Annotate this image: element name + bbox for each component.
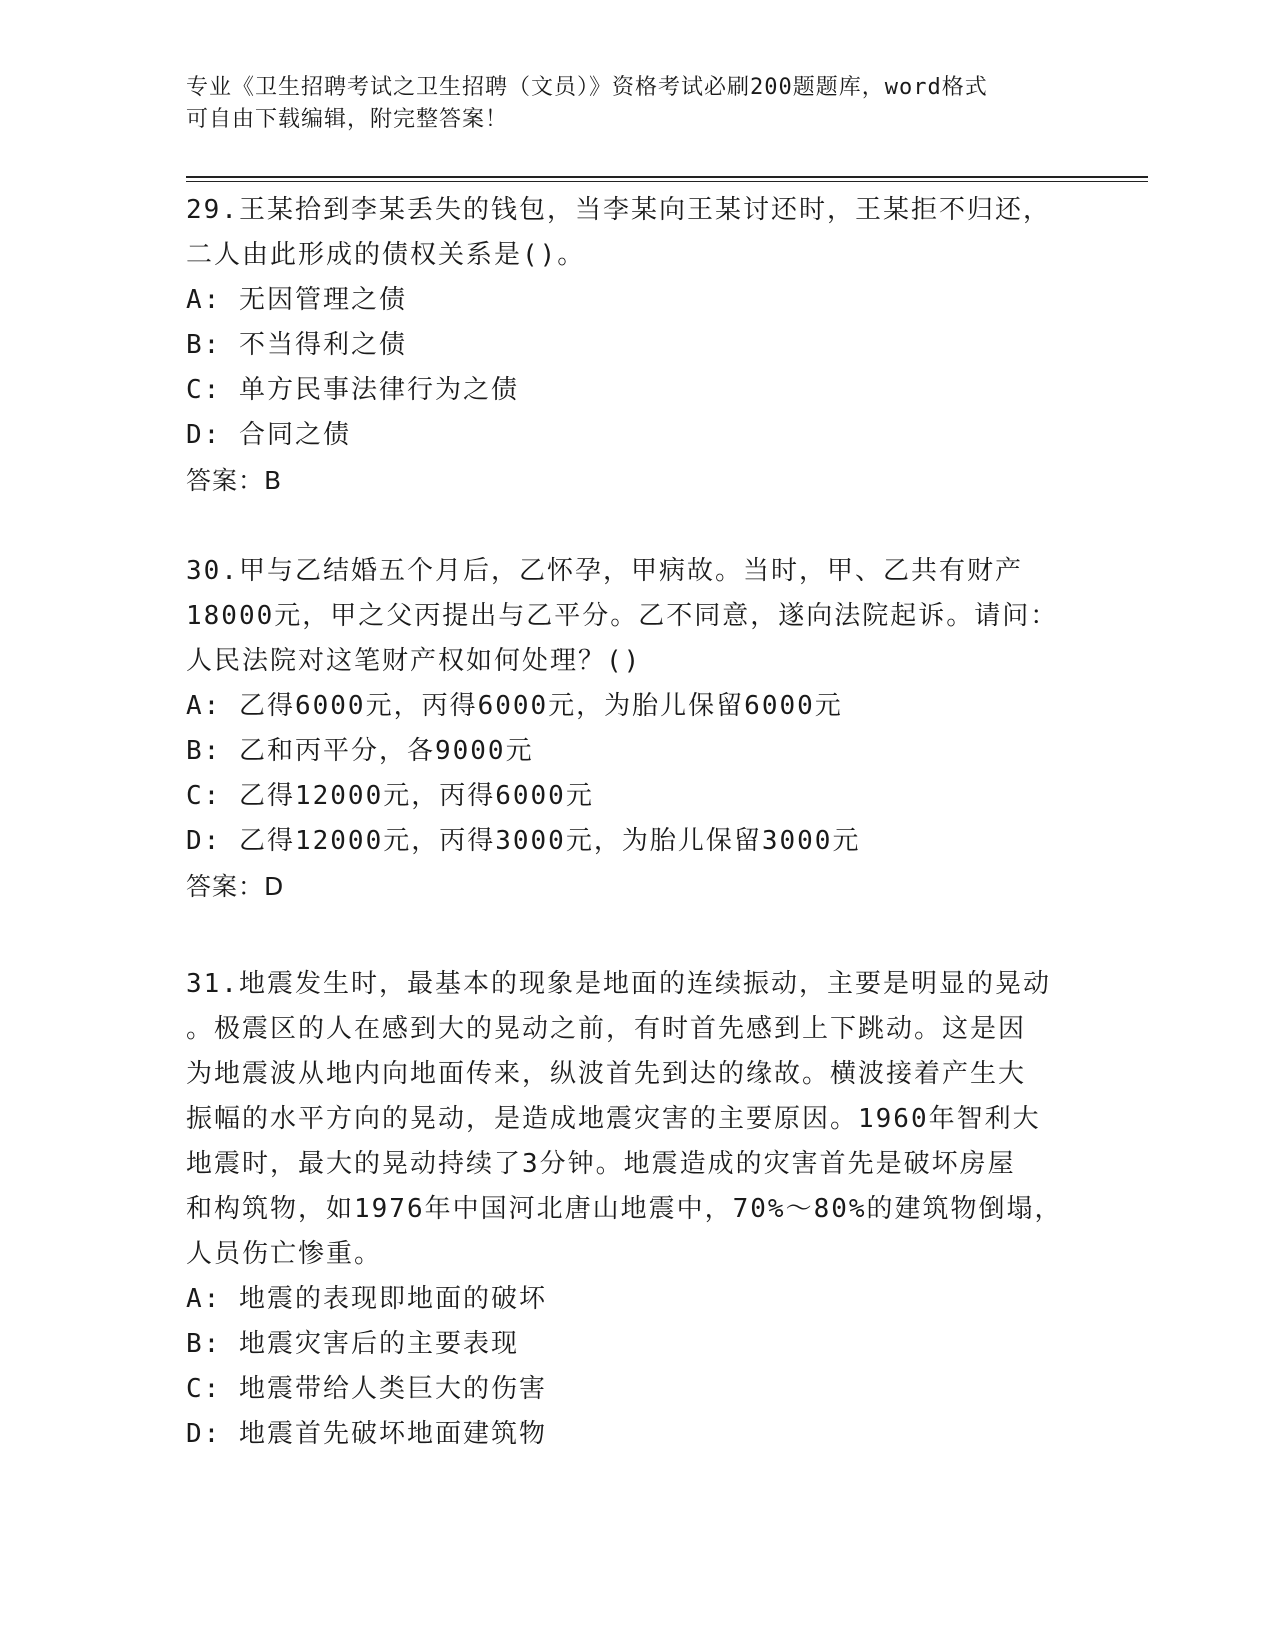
question-text-line: 18000元，甲之父丙提出与乙平分。乙不同意，遂向法院起诉。请问： xyxy=(186,601,1059,631)
option-c: C: 单方民事法律行为之债 xyxy=(186,375,519,405)
question-31 xyxy=(186,962,1086,1457)
question-text-line: 二人由此形成的债权关系是()。 xyxy=(186,240,586,270)
header-divider-thick xyxy=(186,176,1148,178)
question-text-line: 地震时，最大的晃动持续了3分钟。地震造成的灾害首先是破坏房屋 xyxy=(186,1149,1016,1179)
question-text-line: 和构筑物，如1976年中国河北唐山地震中，70%～80%的建筑物倒塌， xyxy=(186,1194,1063,1224)
question-text xyxy=(186,962,1086,1277)
question-text-line: 为地震波从地内向地面传来，纵波首先到达的缘故。横波接着产生大 xyxy=(186,1059,1027,1089)
option-b: B: 乙和丙平分，各9000元 xyxy=(186,736,534,766)
option-c: C: 地震带给人类巨大的伤害 xyxy=(186,1374,547,1404)
question-30 xyxy=(186,549,1086,909)
question-29 xyxy=(186,188,1086,503)
question-text-line: 振幅的水平方向的晃动，是造成地震灾害的主要原因。1960年智利大 xyxy=(186,1104,1041,1134)
header-line-1: 专业《卫生招聘考试之卫生招聘（文员）》资格考试必刷200题题库，word格式 xyxy=(186,75,988,100)
answer-label: 答案：D xyxy=(186,872,285,901)
header-divider-thin xyxy=(186,181,1148,182)
header-line-2: 可自由下载编辑，附完整答案！ xyxy=(186,107,509,132)
question-text-line: 30.甲与乙结婚五个月后，乙怀孕，甲病故。当时，甲、乙共有财产 xyxy=(186,556,1023,586)
option-b: B: 不当得利之债 xyxy=(186,330,407,360)
question-text-line: 人民法院对这笔财产权如何处理？() xyxy=(186,646,642,676)
option-a: A: 地震的表现即地面的破坏 xyxy=(186,1284,547,1314)
question-text-line: 人员伤亡惨重。 xyxy=(186,1239,383,1269)
option-b: B: 地震灾害后的主要表现 xyxy=(186,1329,519,1359)
option-a: A: 无因管理之债 xyxy=(186,285,407,315)
question-text xyxy=(186,188,1086,278)
question-text-line: 。极震区的人在感到大的晃动之前，有时首先感到上下跳动。这是因 xyxy=(186,1014,1027,1044)
answer-label: 答案：B xyxy=(186,466,283,495)
option-d: D: 乙得12000元，丙得3000元，为胎儿保留3000元 xyxy=(186,826,861,856)
question-text-line: 29.王某拾到李某丢失的钱包，当李某向王某讨还时，王某拒不归还， xyxy=(186,195,1051,225)
option-a: A: 乙得6000元，丙得6000元，为胎儿保留6000元 xyxy=(186,691,843,721)
option-d: D: 地震首先破坏地面建筑物 xyxy=(186,1419,547,1449)
question-text xyxy=(186,549,1086,684)
question-text-line: 31.地震发生时，最基本的现象是地面的连续振动，主要是明显的晃动 xyxy=(186,969,1051,999)
option-c: C: 乙得12000元，丙得6000元 xyxy=(186,781,594,811)
document-header xyxy=(186,72,1066,136)
option-d: D: 合同之债 xyxy=(186,420,351,450)
